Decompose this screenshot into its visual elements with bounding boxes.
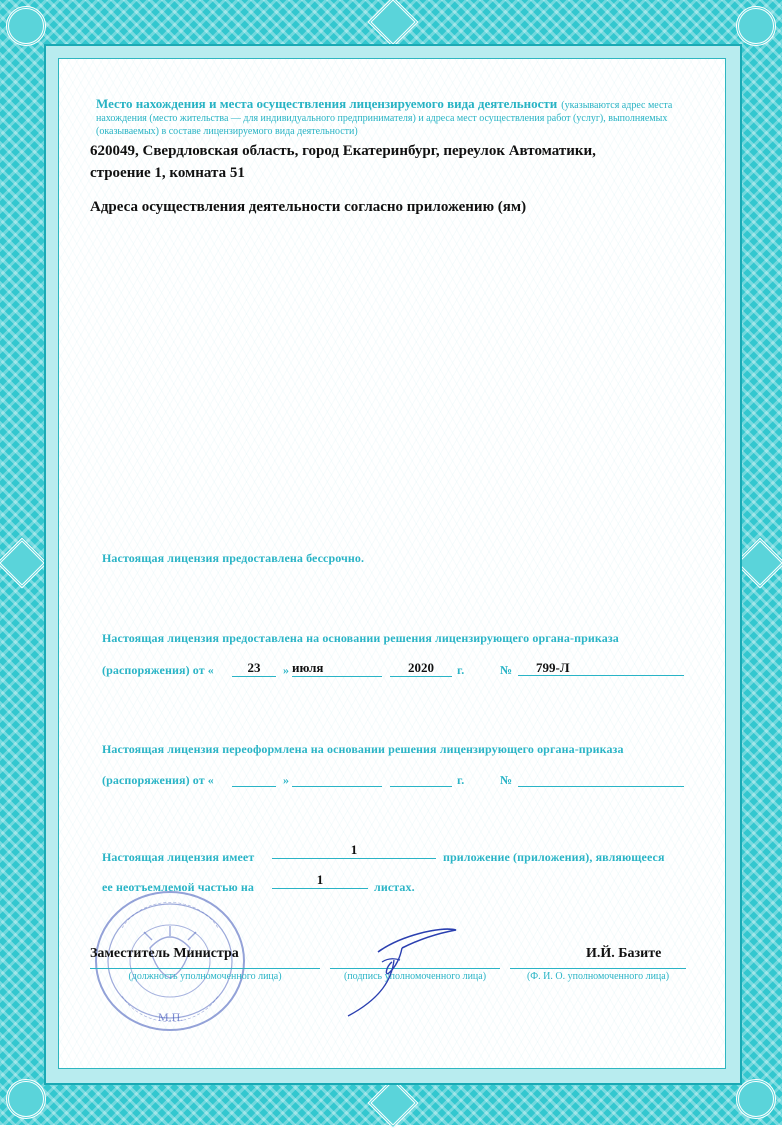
caption-name: (Ф. И. О. уполномоченного лица) [526,971,670,982]
appendix-count-field: 1 [272,842,436,859]
grant-month-field: июля [292,660,382,677]
seal-label: М.П. [158,1010,184,1024]
grant-quote-close: » [283,663,290,677]
handwritten-signature [330,918,480,1022]
signatory-position: Заместитель Министра [90,946,239,961]
appendix-sheets-field: 1 [272,872,368,889]
header-note: (указываются адрес места нахождения (место жительства — для индивидуального предпринимателя) и адреса мест осуществления работ (услуг), выполняемых (оказываемых) в составе лицензируемого вида деятельности) [96,100,673,137]
reissue-line-1: Настоящая лицензия переоформлена на основании решения лицензирующего органа-приказа [102,742,624,756]
address-line-1: 620049, Свердловская область, город Екатеринбург, переулок Автоматики, [90,143,596,159]
side-ornament-icon [368,0,419,47]
side-ornament-icon [368,1078,419,1128]
address-line-2: строение 1, комната 51 [90,165,245,181]
reissue-month-field [292,770,382,787]
corner-ornament-icon [6,6,46,46]
reissue-year-suffix: г. [457,773,465,787]
header-title: Место нахождения и места осуществления лицензируемого вида деятельности [96,96,558,111]
grant-line-1: Настоящая лицензия предоставлена на основании решения лицензирующего органа-приказа [102,631,619,645]
appendix-line-1-prefix: Настоящая лицензия имеет [102,850,255,864]
corner-ornament-icon [736,6,776,46]
reissue-prefix: (распоряжения) от « [102,773,214,787]
grant-day-field: 23 [232,660,276,677]
appendix-line-2-suffix: листах. [374,880,415,894]
reissue-year-field [390,770,452,787]
caption-signature: (подпись уполномоченного лица) [343,971,487,982]
corner-ornament-icon [736,1079,776,1119]
grant-number-label: № [500,663,513,677]
term-text: Настоящая лицензия предоставлена бессрочно. [102,551,365,565]
grant-year-suffix: г. [457,663,465,677]
corner-ornament-icon [6,1079,46,1119]
signatory-name: И.Й. Базите [586,946,662,961]
grant-number-field: 799-Л [518,660,684,676]
appendix-line-2-prefix: ее неотъемлемой частью на [102,880,255,894]
position-line [90,968,320,969]
activity-addresses: Адреса осуществления деятельности согласно приложению (ям) [90,199,527,215]
appendix-line-1-suffix: приложение (приложения), являющееся [443,850,665,864]
grant-prefix: (распоряжения) от « [102,663,214,677]
caption-position: (должность уполномоченного лица) [128,971,282,982]
grant-year-field: 2020 [390,660,452,677]
reissue-number-field [518,770,684,787]
header-block [96,98,692,137]
reissue-day-field [232,770,276,787]
address-block [90,140,690,184]
reissue-number-label: № [500,773,513,787]
name-line [510,968,686,969]
reissue-quote-close: » [283,773,290,787]
side-ornament-icon [0,538,47,589]
